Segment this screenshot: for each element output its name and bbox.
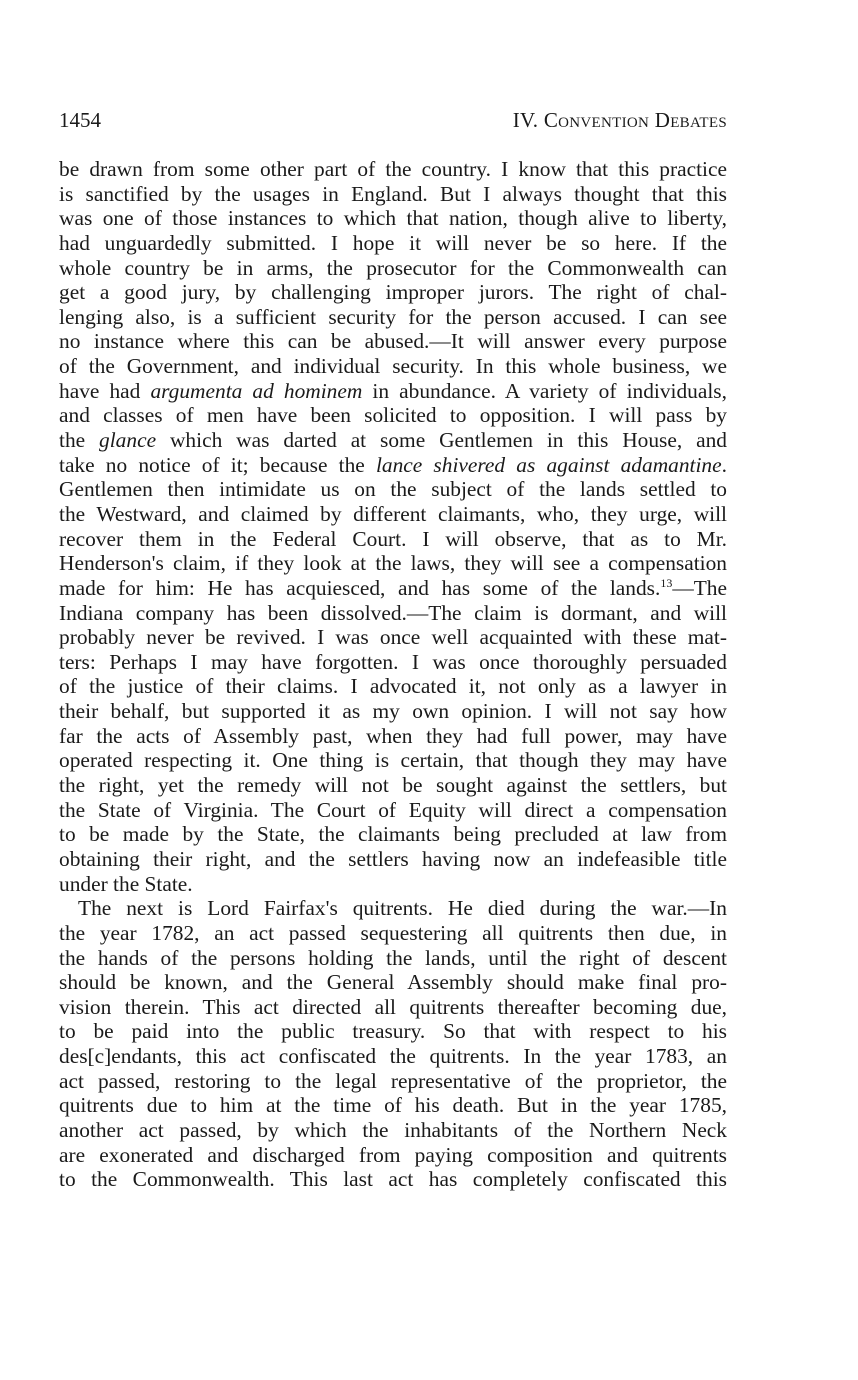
paragraph [59,896,727,1192]
text-line: The next is Lord Fairfax's quitrents. He died during the war.—In [78,896,727,921]
text-line: no instance where this can be abused.—It will answer every purpose [59,329,727,354]
text-line: made for him: He has acquiesced, and has some of the lands.$^{13}$—The [59,575,727,600]
text-line: get a good jury, by challenging improper jurors. The right of chal- [59,280,727,305]
text-line: to be paid into the public treasury. So that with respect to his [59,1019,727,1044]
text-line: was one of those instances to which that nation, though alive to liberty, [59,206,727,231]
text-line: the State of Virginia. The Court of Equity will direct a compensation [59,797,727,822]
section-title: IV. Convention Debates [512,108,727,132]
text-line: be drawn from some other part of the country. I know that this practice [59,157,727,181]
text-line: the right, yet the remedy will not be sought against the settlers, but [59,773,727,798]
text-line: the year 1782, an act passed sequestering all quitrents then due, in [59,920,727,945]
body-text [59,157,727,1192]
text-line: take no notice of it; because the lance shivered as against adamantine. [59,452,727,477]
text-line: have had argumenta ad hominem in abundance. A variety of individuals, [59,378,727,403]
text-line: are exonerated and discharged from paying composition and quitrents [59,1142,727,1167]
text-line: far the acts of Assembly past, when they had full power, may have [59,723,727,748]
text-line: the glance which was darted at some Gentlemen in this House, and [59,428,727,453]
text-line: to be made by the State, the claimants being precluded at law from [59,822,727,847]
text-line: whole country be in arms, the prosecutor for the Commonwealth can [59,255,727,280]
text-line: is sanctified by the usages in England. But I always thought that this [59,181,727,206]
text-line: ters: Perhaps I may have forgotten. I was once thoroughly persuaded [59,649,727,674]
paragraph [59,157,727,896]
italic-phrase: glance [99,428,157,453]
text-line: act passed, restoring to the legal representative of the proprietor, the [59,1068,727,1093]
text-line: and classes of men have been solicited to opposition. I will pass by [59,403,727,428]
text-line: under the State. [59,871,193,896]
text-line: another act passed, by which the inhabitants of the Northern Neck [59,1117,727,1142]
text-line: Indiana company has been dissolved.—The claim is dormant, and will [59,600,727,625]
text-line: of the justice of their claims. I advocated it, not only as a lawyer in [59,674,727,699]
italic-phrase: argumenta ad hominem [150,378,363,403]
text-line: obtaining their right, and the settlers having now an indefeasible title [59,846,727,871]
text-line: to the Commonwealth. This last act has completely confiscated this [59,1167,727,1192]
text-line: had unguardedly submitted. I hope it will never be so here. If the [59,230,727,255]
text-line: des[c]endants, this act confiscated the quitrents. In the year 1783, an [59,1044,727,1069]
text-line: the hands of the persons holding the lands, until the right of descent [59,945,727,970]
text-line: lenging also, is a sufficient security for the person accused. I can see [59,304,727,329]
footnote-marker: 13 [660,575,673,590]
text-line: recover them in the Federal Court. I will observe, that as to Mr. [59,526,727,551]
text-line: should be known, and the General Assembly should make final pro- [59,970,727,995]
text-line: the Westward, and claimed by different claimants, who, they urge, will [59,501,727,526]
text-line: Henderson's claim, if they look at the laws, they will see a compensation [59,551,727,576]
text-line: of the Government, and individual security. In this whole business, we [59,354,727,379]
text-line: vision therein. This act directed all quitrents thereafter becoming due, [59,994,727,1019]
italic-phrase: lance shivered as against adamantine [375,452,722,477]
text-line: operated respecting it. One thing is certain, that though they may have [59,748,727,773]
text-line: Gentlemen then intimidate us on the subject of the lands settled to [59,477,727,502]
page-number: 1454 [59,108,101,132]
running-head [59,106,727,134]
text-line: quitrents due to him at the time of his death. But in the year 1785, [59,1093,727,1118]
text-line: probably never be revived. I was once well acquainted with these mat- [59,625,727,650]
text-line: their behalf, but supported it as my own opinion. I will not say how [59,699,727,724]
